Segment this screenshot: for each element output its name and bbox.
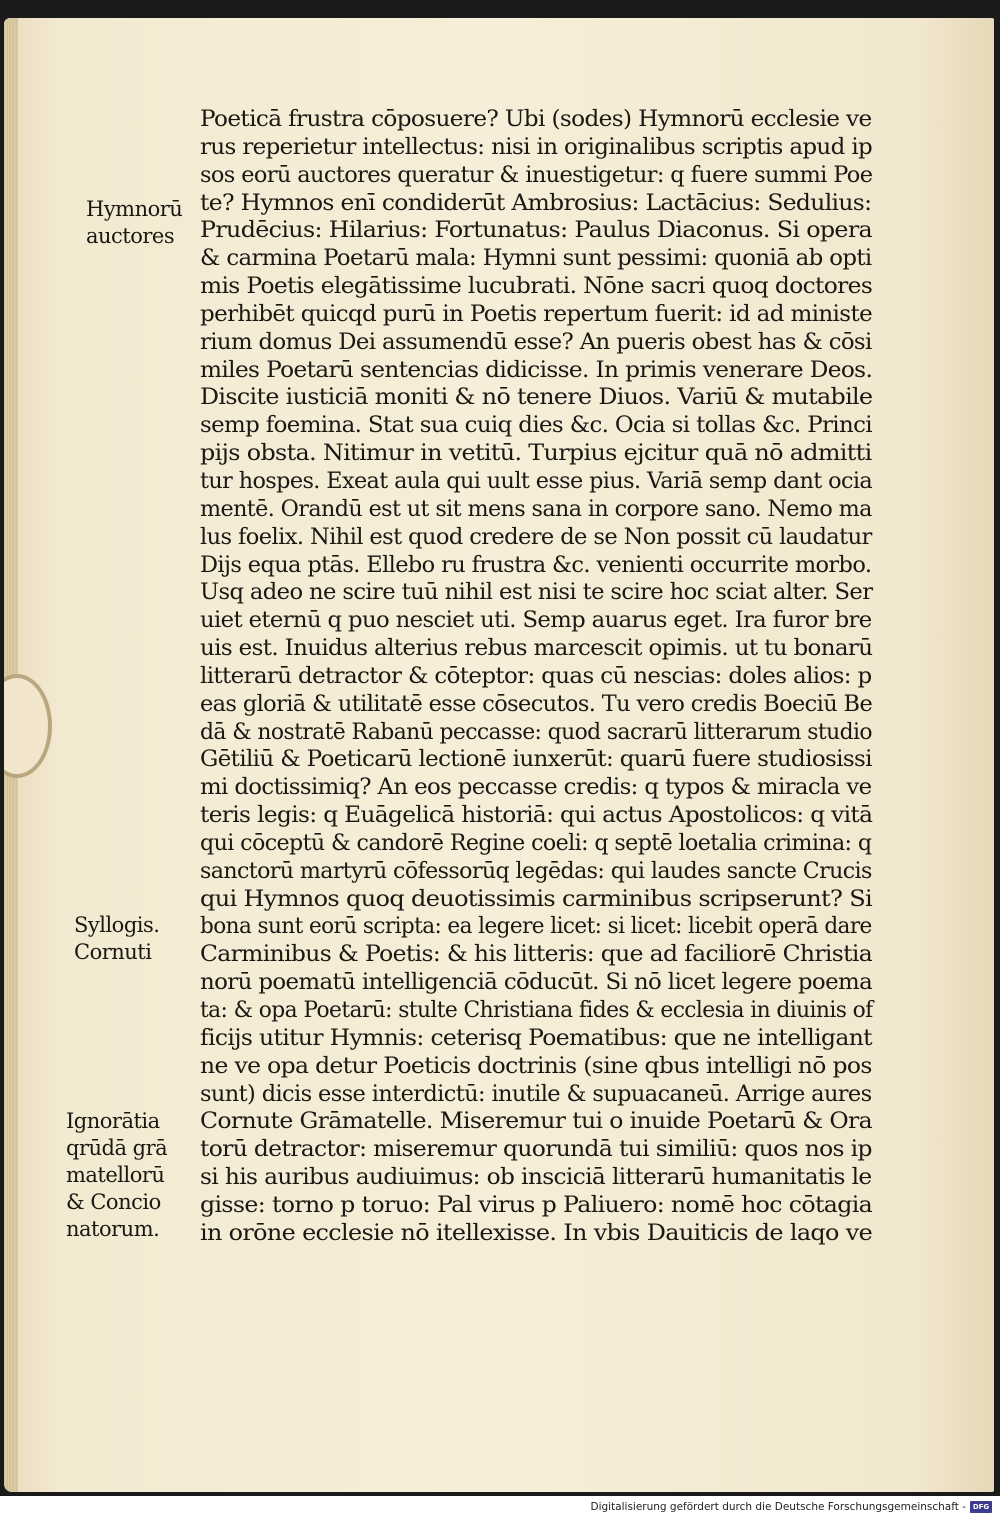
text-line: qui cōceptū & candorē Regine coeli: q septē loetalia crimina: q	[200, 830, 872, 856]
text-line: mis Poetis elegātissime lucubrati. Nōne sacri quoq doctores	[200, 274, 873, 300]
text-line: miles Poetarū sentencias didicisse. In primis venerare Deos.	[200, 357, 873, 383]
text-line: torū detractor: miseremur quorundā tui similiū: quos nos ip	[200, 1137, 872, 1163]
digitization-credit	[590, 1499, 992, 1514]
text-line: in orōne ecclesie nō itellexisse. In vbis Dauiticis de laqo ve	[200, 1220, 873, 1246]
text-line: uiet eternū q puo nesciet uti. Semp auarus eget. Ira furor bre	[200, 608, 872, 634]
text-line: & carmina Poetarū mala: Hymni sunt pessimi: quoniā ab opti	[200, 246, 872, 272]
page-tab-notch	[4, 674, 52, 778]
text-line: ficijs utitur Hymnis: ceterisq Poematibus: que ne intelligant	[200, 1025, 872, 1051]
text-line: norū poematū intelligenciā cōducūt. Si nō licet legere poema	[200, 970, 873, 996]
text-line: te? Hymnos enī condiderūt Ambrosius: Lactācius: Sedulius:	[200, 190, 872, 216]
credit-text: Digitalisierung gefördert durch die Deutsche Forschungsgemeinschaft -	[590, 1500, 966, 1513]
text-line: Dijs equa ptās. Ellebo ru frustra &c. venienti occurrite morbo.	[200, 552, 872, 578]
text-line: rium domus Dei assumendū esse? An pueris obest has & cōsi	[200, 329, 872, 355]
text-line: Poeticā frustra cōposuere? Ubi (sodes) Hymnorū ecclesie ve	[200, 107, 872, 132]
margin-note-line: Hymnorū	[86, 197, 183, 221]
text-line: qui Hymnos quoq deuotissimis carminibus scripserunt? Si	[200, 886, 873, 912]
text-line: lus foelix. Nihil est quod credere de se Non possit cū laudatur	[200, 524, 872, 550]
text-line: sos eorū auctores queratur & inuestigetur: q fuere summi Poe	[200, 162, 873, 188]
text-line: teris legis: q Euāgelicā historiā: qui actus Apostolicos: q vitā	[200, 803, 873, 829]
text-line: semp foemina. Stat sua cuiq dies &c. Ocia si tollas &c. Princi	[200, 413, 872, 439]
text-line: sanctorū martyrū cōfessorūq legēdas: qui laudes sancte Crucis	[200, 858, 872, 884]
margin-note-ignorantia	[66, 1108, 167, 1243]
text-line: sunt) dicis esse interdictū: inutile & supuacaneū. Arrige aures	[200, 1081, 872, 1107]
text-line: ne ve opa detur Poeticis doctrinis (sine qbus intelligi nō pos	[200, 1053, 872, 1079]
text-line: Usq adeo ne scire tuū nihil est nisi te scire hoc sciat alter. Ser	[200, 580, 873, 606]
text-line: eas gloriā & utilitatē esse cōsecutos. Tu vero credis Boeciū Be	[200, 691, 873, 717]
text-line: Cornute Grāmatelle. Miseremur tui o inuide Poetarū & Ora	[200, 1109, 873, 1135]
margin-note-line: auctores	[86, 224, 175, 248]
text-line: si his auribus audiuimus: ob insciciā litterarū humanitatis le	[200, 1165, 872, 1191]
text-line: bona sunt eorū scripta: ea legere licet: si licet: licebit operā dare	[200, 914, 872, 940]
text-line: ta: & opa Poetarū: stulte Christiana fides & ecclesia in diuinis of	[200, 998, 873, 1023]
text-line: mi doctissimiq? An eos peccasse credis: q typos & miracla ve	[200, 775, 872, 801]
margin-note-line: Syllogis.	[74, 913, 160, 937]
text-line: rus reperietur intellectus: nisi in originalibus scriptis apud ip	[200, 134, 873, 160]
margin-note-line: & Concio	[66, 1190, 161, 1214]
text-line: Discite iusticiā moniti & nō tenere Diuos. Variū & mutabile	[200, 385, 873, 411]
text-line: Gētiliū & Poeticarū lectionē iunxerūt: quarū fuere studiosissi	[200, 747, 872, 773]
text-line: tur hospes. Exeat aula qui uult esse pius. Variā semp dant ocia	[200, 468, 873, 494]
book-page	[4, 18, 994, 1492]
margin-note-line: qrūdā grā	[66, 1136, 168, 1160]
margin-note-hymnorum	[86, 196, 182, 250]
margin-note-line: natorum.	[66, 1217, 160, 1241]
text-line: litterarū detractor & cōteptor: quas cū nescias: doles alios: p	[200, 663, 872, 689]
text-line: gisse: torno p toruo: Pal virus p Paliuero: nomē hoc cōtagia	[200, 1192, 873, 1218]
text-line: uis est. Inuidus alterius rebus marcescit opimis. ut tu bonarū	[200, 636, 873, 662]
text-line: mentē. Orandū est ut sit mens sana in corpore sano. Nemo ma	[200, 496, 872, 522]
text-line: dā & nostratē Rabanū peccasse: quod sacrarū litterarum studio	[200, 719, 872, 745]
dfg-logo-icon: DFG	[970, 1501, 992, 1513]
margin-note-line: Ignorātia	[66, 1109, 160, 1133]
text-line: Prudēcius: Hilarius: Fortunatus: Paulus Diaconus. Si opera	[200, 218, 873, 244]
margin-note-line: matellorū	[66, 1163, 165, 1187]
main-text-block	[200, 106, 872, 1248]
text-line: pijs obsta. Nitimur in vetitū. Turpius ejcitur quā nō admitti	[200, 441, 872, 467]
text-line: Carminibus & Poetis: & his litteris: que ad faciliorē Christia	[200, 942, 873, 968]
margin-note-syllogism	[74, 912, 159, 966]
margin-note-line: Cornuti	[74, 940, 152, 964]
text-line: perhibēt quicqd purū in Poetis repertum fuerit: id ad ministe	[200, 301, 873, 327]
